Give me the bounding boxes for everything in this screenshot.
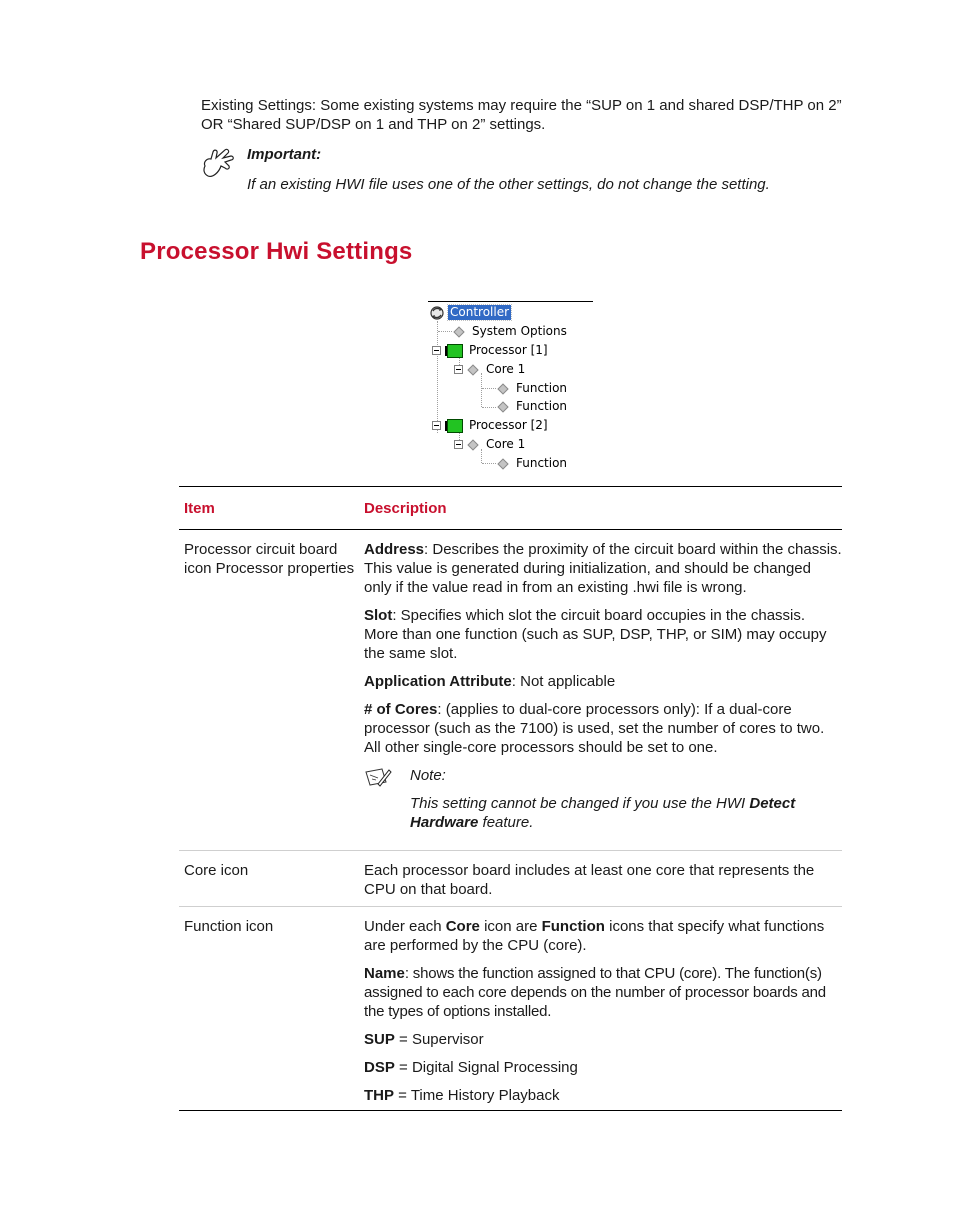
dsp-label: DSP	[364, 1059, 395, 1076]
circuit-board-icon	[447, 344, 463, 358]
address-paragraph	[364, 540, 842, 597]
tree-node-p1-function-1[interactable]	[496, 380, 569, 397]
collapse-icon[interactable]	[432, 346, 441, 355]
collapse-icon[interactable]	[454, 365, 463, 374]
tree-label: Core 1	[486, 362, 526, 376]
sup-text: = Supervisor	[394, 1031, 484, 1048]
sup-paragraph	[364, 1030, 842, 1049]
cell-item: Processor circuit board icon Processor properties	[184, 541, 355, 577]
cores-label: # of Cores	[364, 701, 438, 718]
core-description: Each processor board includes at least one core that represents the CPU on that board.	[364, 862, 815, 898]
thp-label: THP	[364, 1087, 394, 1104]
tree-node-p1-function-2[interactable]	[496, 398, 569, 415]
intro-paragraph: Existing Settings: Some existing systems may require the “SUP on 1 and shared DSP/THP on 2” OR “Shared SUP/DSP on 1 and THP on 2” settings.	[201, 97, 842, 133]
function-intro-e: icons that specify what functions are performed by the CPU (core).	[364, 918, 825, 954]
pointing-hand-icon	[199, 144, 239, 184]
important-heading: Important:	[247, 146, 322, 163]
cell-item: Core icon	[184, 862, 249, 879]
diamond-icon	[467, 364, 478, 375]
tree-label: Core 1	[486, 437, 526, 451]
tree-top-border	[428, 301, 593, 302]
name-text: : shows the function assigned to that CPU (core). The function(s) assigned to each core depends on the number of processor boards and the types of options installed.	[364, 965, 826, 1020]
tree-label: System Options	[472, 324, 567, 338]
tree-node-processor-1[interactable]	[432, 342, 550, 359]
table-bottom-rule	[179, 1110, 842, 1111]
note-heading: Note:	[410, 767, 446, 784]
function-intro-a: Under each	[364, 918, 446, 935]
note-text	[410, 794, 842, 832]
diamond-icon	[467, 439, 478, 450]
tree-label: Function	[516, 456, 568, 470]
address-text: : Describes the proximity of the circuit board within the chassis. This value is generated during initialization, and should be changed only if the value read in from an existing .hwi file is wrong.	[364, 541, 842, 596]
app-attr-paragraph	[364, 672, 842, 691]
tree-connector	[482, 388, 496, 389]
cell-item: Function icon	[184, 918, 274, 935]
tree-label: Function	[516, 381, 568, 395]
function-intro-core: Core	[445, 918, 480, 935]
tree-connector	[482, 463, 496, 464]
note-block	[364, 766, 842, 832]
tree-node-controller[interactable]	[428, 304, 511, 321]
tree-label-controller: Controller	[450, 305, 510, 319]
tree-connector	[482, 407, 496, 408]
table-header	[179, 487, 842, 529]
function-intro-function: Function	[541, 918, 605, 935]
slot-label: Slot	[364, 607, 393, 624]
thp-text: = Time History Playback	[394, 1087, 560, 1104]
diamond-icon	[497, 383, 508, 394]
dsp-text: = Digital Signal Processing	[394, 1059, 578, 1076]
table-row	[179, 907, 842, 1110]
address-label: Address	[364, 541, 425, 558]
note-text-pre: This setting cannot be changed if you use the HWI	[410, 795, 750, 812]
cell-description	[364, 907, 842, 1110]
name-label: Name	[364, 965, 405, 982]
collapse-icon[interactable]	[432, 421, 441, 430]
cores-text: : (applies to dual-core processors only): If a dual-core processor (such as the 7100) is used, set the number of cores to two. All other single-core processors should be set to one.	[364, 701, 825, 756]
tree-label: Processor [2]	[469, 418, 548, 432]
diamond-icon	[453, 326, 464, 337]
note-pencil-icon	[364, 766, 392, 788]
tree-label: Processor [1]	[469, 343, 548, 357]
sup-label: SUP	[364, 1031, 395, 1048]
tree-connector	[481, 373, 482, 407]
hardware-tree	[428, 301, 594, 473]
cell-description	[364, 851, 842, 906]
table-row	[179, 530, 842, 850]
app-attr-label: Application Attribute	[364, 673, 512, 690]
function-intro-c: icon are	[479, 918, 542, 935]
note-text-post: feature.	[478, 814, 534, 831]
header-description: Description	[364, 499, 447, 517]
tree-node-processor-2[interactable]	[432, 417, 550, 434]
tree-node-p1-core[interactable]	[454, 361, 527, 378]
controller-icon	[428, 305, 448, 321]
name-paragraph	[364, 964, 842, 1021]
app-attr-text: : Not applicable	[511, 673, 616, 690]
tree-label: Function	[516, 399, 568, 413]
table-row	[179, 851, 842, 906]
tree-node-p2-function-1[interactable]	[496, 455, 569, 472]
tree-node-system-options[interactable]	[452, 323, 569, 340]
diamond-icon	[497, 401, 508, 412]
diamond-icon	[497, 458, 508, 469]
note-text-bold: Detect Hardware	[410, 795, 796, 831]
cores-paragraph	[364, 700, 842, 757]
header-item: Item	[184, 499, 215, 517]
slot-text: : Specifies which slot the circuit board occupies in the chassis. More than one function (such as SUP, DSP, THP, or SIM) may occupy the same slot.	[364, 607, 827, 662]
important-text: If an existing HWI file uses one of the other settings, do not change the setting.	[247, 176, 770, 193]
tree-connector	[438, 331, 452, 332]
thp-paragraph	[364, 1086, 842, 1105]
section-title: Processor Hwi Settings	[140, 238, 413, 265]
slot-paragraph	[364, 606, 842, 663]
circuit-board-icon	[447, 419, 463, 433]
collapse-icon[interactable]	[454, 440, 463, 449]
function-intro	[364, 917, 842, 955]
cell-description	[364, 530, 842, 850]
tree-node-p2-core[interactable]	[454, 436, 527, 453]
settings-table	[179, 486, 842, 1111]
dsp-paragraph	[364, 1058, 842, 1077]
